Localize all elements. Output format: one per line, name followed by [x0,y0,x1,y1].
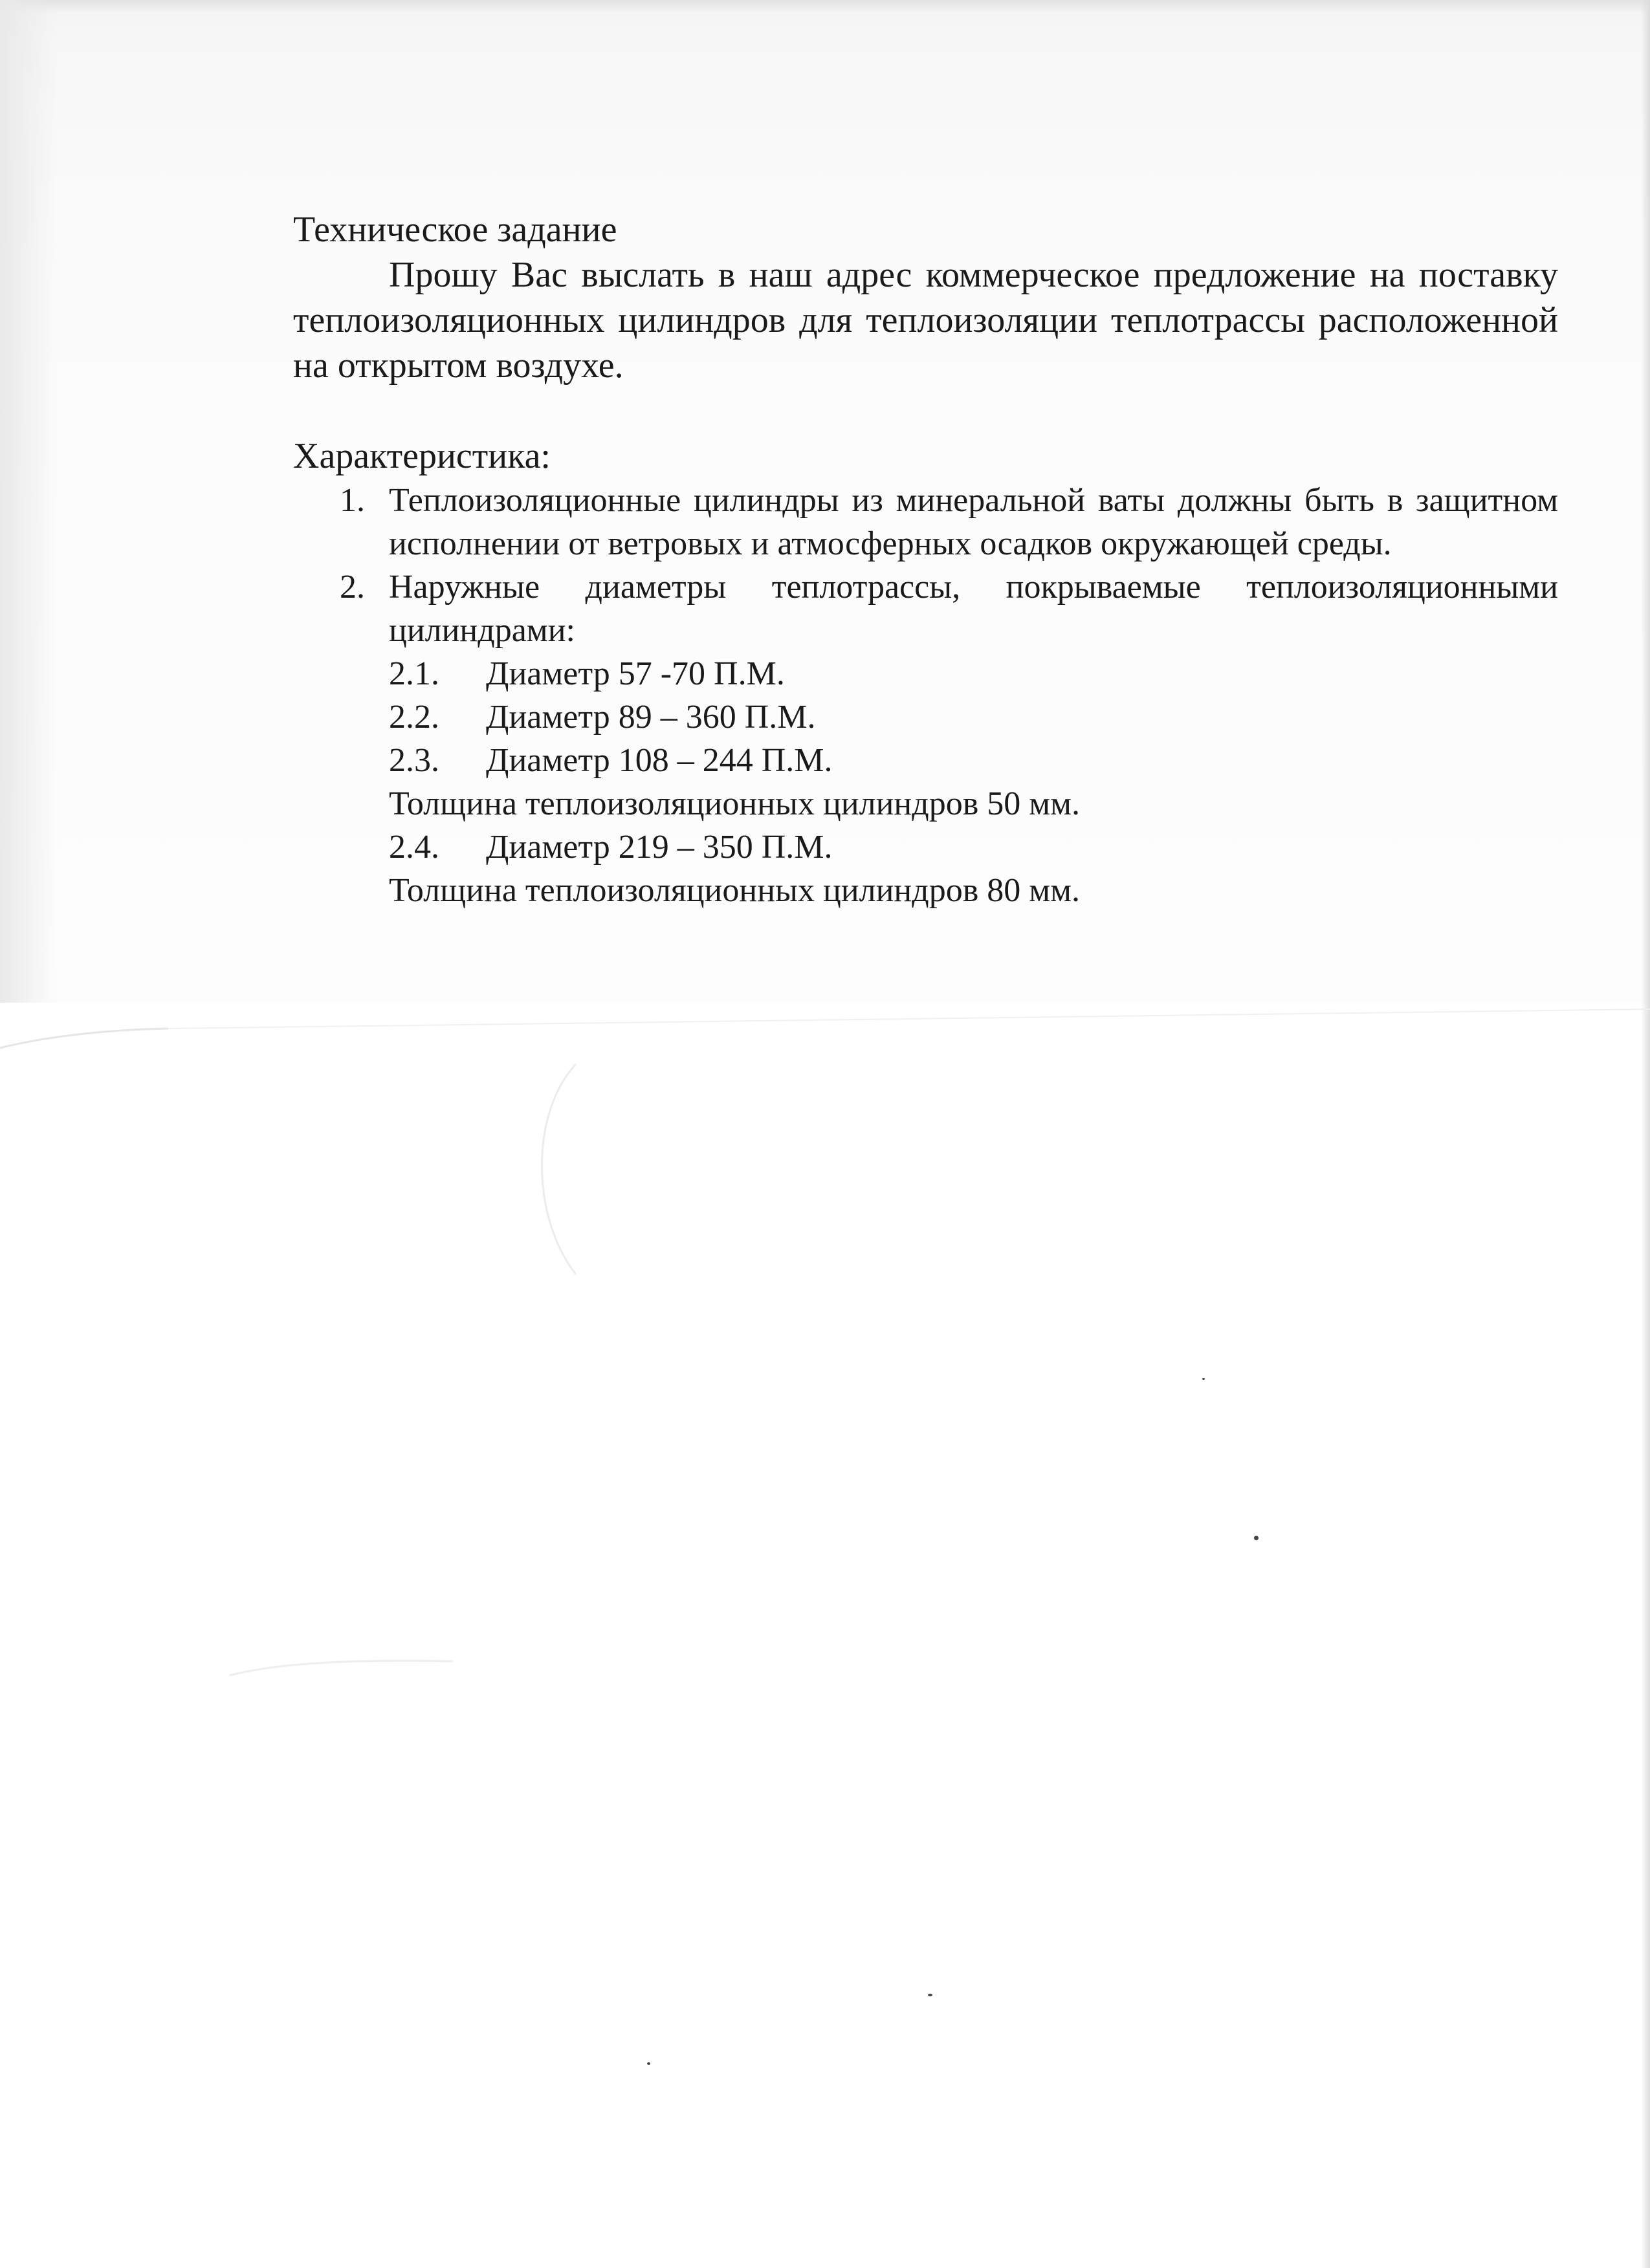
document-title: Техническое задание [293,210,617,250]
spacer [293,388,1558,433]
paper-fold-line [0,983,1650,1061]
sublist-item-number: 2.2. [389,699,439,736]
scan-speck [647,2062,650,2065]
sublist-item [389,739,1558,782]
sublist-item-text: Диаметр 219 – 350 П.М. [486,829,833,866]
list-item-number: 1. [340,482,365,519]
sublist-item-number: 2.4. [389,829,439,866]
thickness-note: Толщина теплоизоляционных цилиндров 80 мм. [389,872,1081,909]
sublist-item [389,695,1558,739]
scan-speck [1254,1536,1259,1540]
scan-top-shadow [0,0,1650,13]
scan-speck [1202,1378,1205,1380]
scan-right-edge [1641,0,1650,2268]
sublist-item-text: Диаметр 57 -70 П.М. [486,655,785,692]
diameter-sublist [389,652,1558,782]
intro-paragraph: Прошу Вас выслать в наш адрес коммерческое предложение на поставку теплоизоляционных цилиндров для теплоизоляции теплотрассы расположенной на открытом воздухе. [293,255,1558,386]
sublist-item-text: Диаметр 89 – 360 П.М. [486,699,816,736]
scan-speck [928,1994,932,1996]
sublist-item-text: Диаметр 108 – 244 П.М. [486,742,833,779]
diameter-sublist-continued [389,825,1558,869]
thickness-note: Толщина теплоизоляционных цилиндров 50 мм. [389,785,1081,822]
sublist-item [389,652,1558,695]
paper-crease-mark [226,1656,459,1682]
sublist-item [389,825,1558,869]
list-item-number: 2. [340,569,365,605]
characteristics-list [293,479,1558,912]
sublist-item-number: 2.3. [389,742,439,779]
list-item [293,479,1558,565]
characteristics-heading: Характеристика: [293,436,551,476]
list-item-text: Наружные диаметры теплотрассы, покрываемые теплоизоляционными цилиндрами: [389,569,1558,649]
document-body [293,207,1558,912]
sublist-item-number: 2.1. [389,655,439,692]
scan-left-shadow [0,0,58,1003]
list-item [293,565,1558,912]
list-item-text: Теплоизоляционные цилиндры из минеральной ваты должны быть в защитном исполнении от ветровых и атмосферных осадков окружающей среды. [389,482,1558,562]
paper-crease-arc [505,1061,582,1281]
